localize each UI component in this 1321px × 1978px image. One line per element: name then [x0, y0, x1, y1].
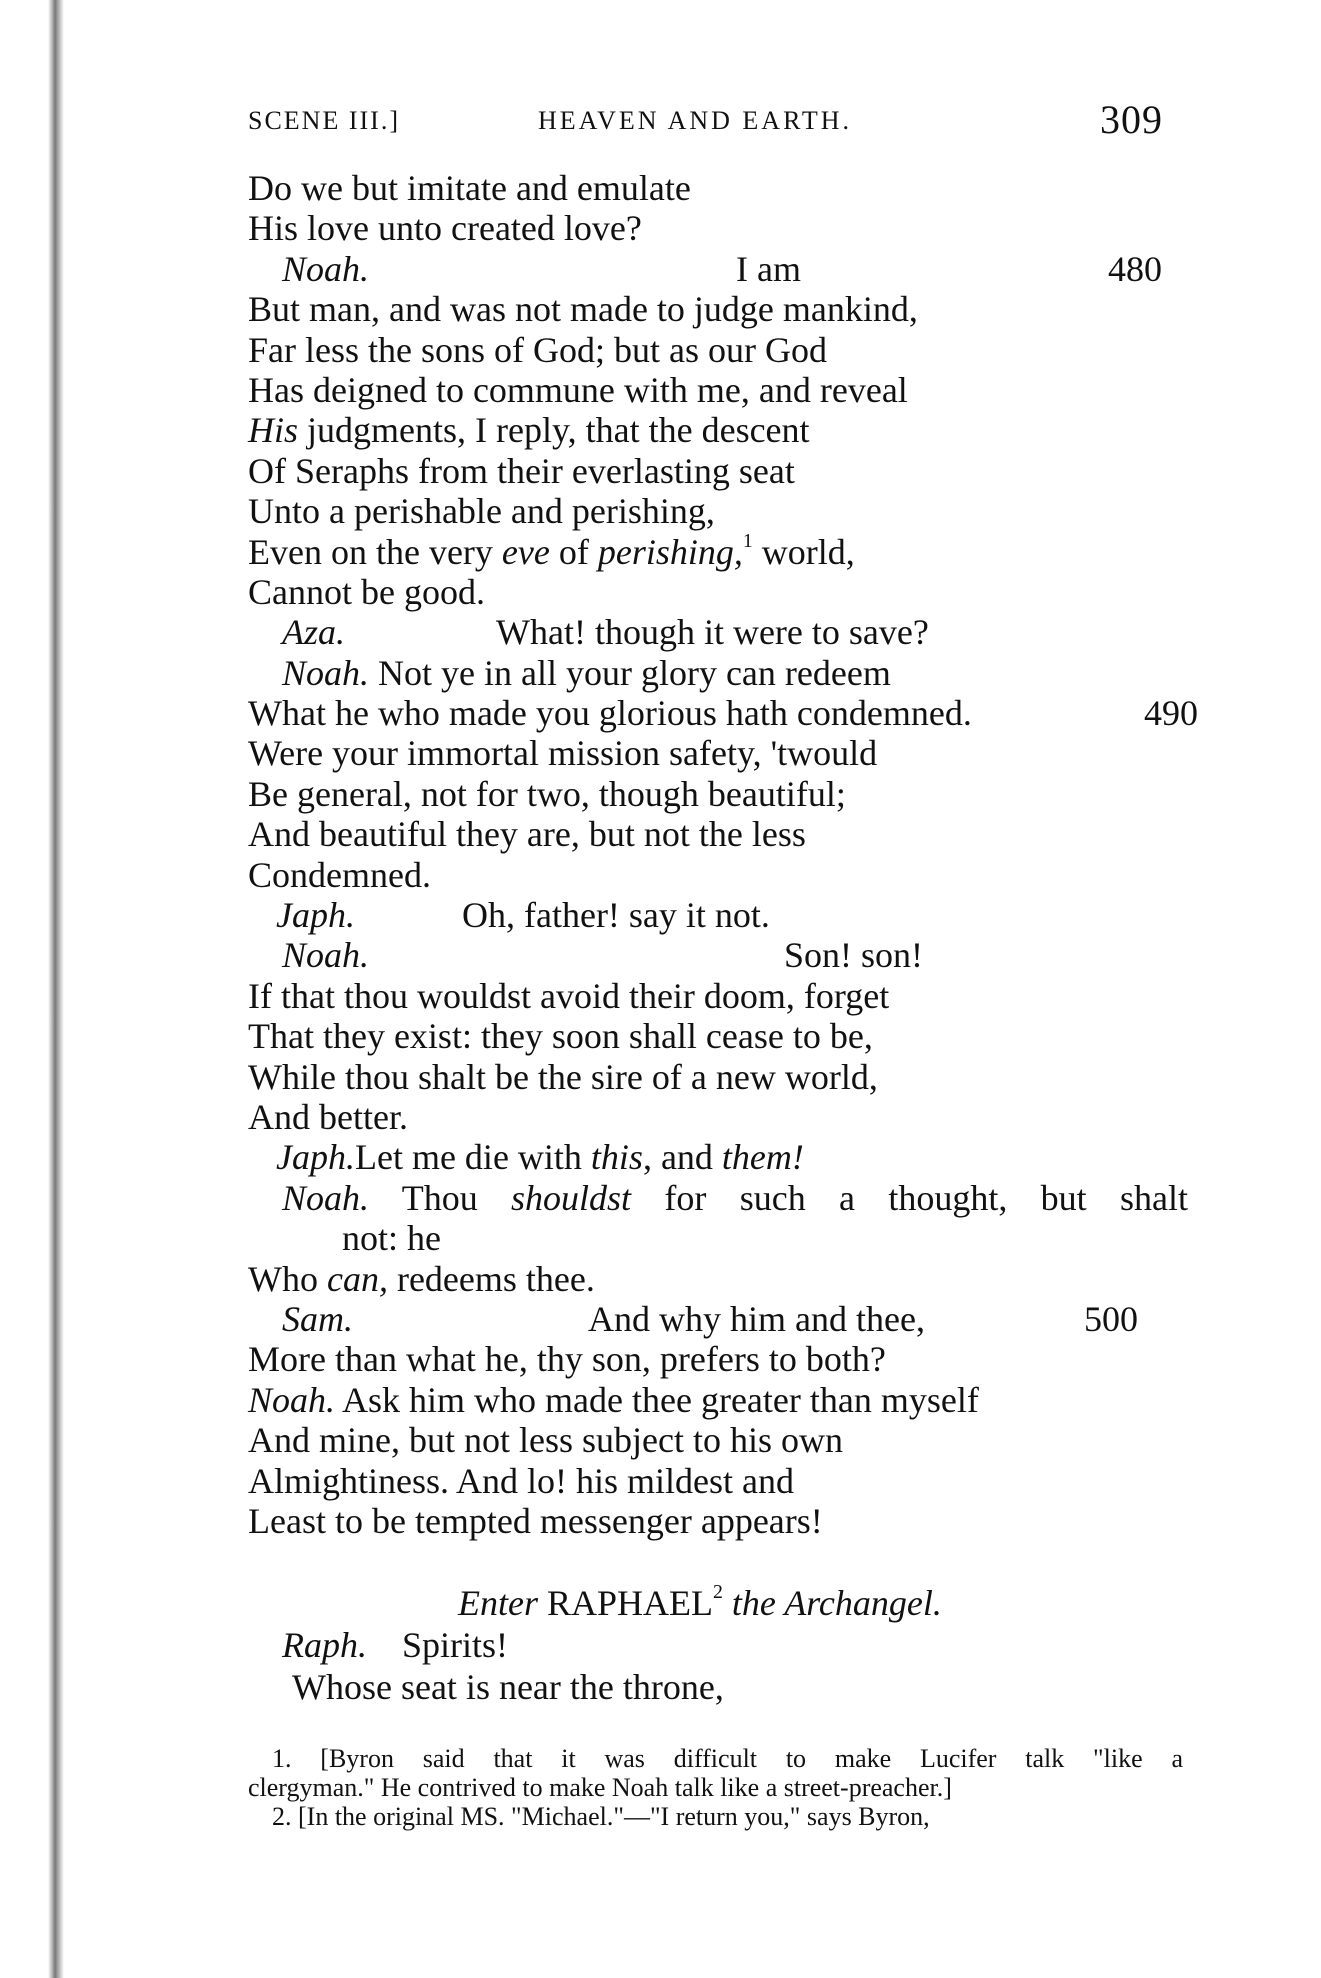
verse-line: [248, 1339, 1188, 1379]
verse-line: [248, 208, 1188, 248]
running-header: [248, 97, 1188, 142]
page-number: 309: [1100, 97, 1163, 142]
verse-body: [248, 168, 1198, 1541]
verse-text: And mine, but not less subject to his own: [248, 1420, 843, 1461]
verse-text: Unto a perishable and perishing,: [248, 491, 715, 532]
verse-line: [248, 410, 1188, 450]
verse-text: Who: [248, 1258, 327, 1299]
verse-text: What! though it were to save?: [496, 612, 929, 653]
italic-text: them!: [721, 1137, 804, 1178]
verse-line-text: [282, 1178, 1188, 1218]
italic-text: Noah.: [248, 1379, 336, 1420]
footnote-2-line-1: 2. [In the original MS. "Michael."—"I return you," says Byron,: [272, 1802, 930, 1831]
italic-text: His: [248, 410, 299, 451]
verse-line: [248, 814, 1188, 854]
speaker-name: Noah.: [282, 652, 370, 693]
verse-line: [248, 330, 1188, 370]
verse-text: Son! son!: [784, 935, 924, 976]
stage-direction: [458, 1582, 942, 1624]
stage-italic-text: the Archangel.: [722, 1583, 942, 1623]
verse-line: [282, 1624, 988, 1666]
verse-text: I am: [736, 248, 801, 289]
verse-line: [248, 370, 1188, 410]
verse-text: , and: [642, 1137, 722, 1178]
verse-text: Ask him who made thee greater than myself: [335, 1379, 979, 1420]
verse-line: [248, 289, 1188, 329]
verse-line: [248, 1299, 1188, 1339]
italic-text: perishing,: [597, 531, 743, 572]
verse-text: Even on the very: [248, 531, 502, 572]
verse-line-text: [276, 1137, 804, 1177]
verse-text: Spirits!: [402, 1625, 509, 1665]
verse-text: Not ye in all your glory can redeem: [369, 652, 891, 693]
footnote-1-line-2: clergyman." He contrived to make Noah talk like a street-preacher.]: [248, 1773, 952, 1802]
page-binding-edge: [0, 0, 70, 1978]
verse-text: If that thou wouldst avoid their doom, forget: [248, 975, 890, 1016]
verse-line: [248, 693, 1198, 734]
verse-line: [248, 1420, 1188, 1460]
verse-line: [248, 1137, 1188, 1177]
line-number: 500: [1084, 1298, 1138, 1339]
stage-character-name: RAPHAEL: [537, 1583, 713, 1623]
verse-text: Do we but imitate and emulate: [248, 168, 691, 208]
verse-line: [248, 895, 1188, 935]
speaker-name: Sam.: [282, 1298, 353, 1339]
verse-text: What he who made you glorious hath condemned.: [248, 693, 972, 734]
verse-line: [248, 1501, 1188, 1541]
verse-line: [248, 774, 1188, 814]
verse-text: Almightiness. And lo! his mildest and: [248, 1460, 794, 1501]
speaker-name: Raph.: [282, 1625, 367, 1665]
verse-line: [248, 935, 1188, 975]
verse-text: Let me die with: [354, 1137, 591, 1178]
verse-text: Of Seraphs from their everlasting seat: [248, 450, 795, 491]
verse-text: Were your immortal mission safety, 'twould: [248, 733, 878, 774]
verse-text: Least to be tempted messenger appears!: [248, 1500, 823, 1541]
speaker-name: Japh.: [276, 895, 355, 936]
scene-label: SCENE III.]: [248, 106, 400, 135]
verse-text: While thou shalt be the sire of a new world,: [248, 1056, 878, 1097]
verse-text: His love unto created love?: [248, 208, 642, 249]
verse-line: [288, 1666, 988, 1708]
verse-text: Thou: [369, 1177, 512, 1218]
verse-line: [248, 451, 1188, 491]
verse-text: world,: [752, 531, 855, 572]
verse-text: And beautiful they are, but not the less: [248, 814, 806, 855]
verse-text: judgments, I reply, that the descent: [298, 410, 810, 451]
verse-line: [248, 168, 1188, 208]
footnote-1-line-1: 1. [Byron said that it was difficult to make Lucifer talk "like a: [272, 1744, 1183, 1773]
verse-text: redeems thee.: [387, 1258, 595, 1299]
verse-line: [248, 1461, 1188, 1501]
verse-text: Oh, father! say it not.: [462, 895, 770, 936]
italic-text: can,: [326, 1258, 388, 1299]
verse-line: [248, 612, 1188, 652]
stage-italic-text: Enter: [458, 1583, 538, 1623]
verse-text: Has deigned to commune with me, and reveal: [248, 369, 908, 410]
speaker-name: Aza.: [282, 612, 345, 653]
verse-line: [248, 529, 1188, 572]
italic-text: this: [590, 1137, 643, 1178]
line-number: 480: [1108, 248, 1162, 289]
verse-line: [248, 249, 1188, 289]
verse-text: That they exist: they soon shall cease to be,: [248, 1016, 873, 1057]
verse-line: [248, 1057, 1188, 1097]
verse-text: 1: [742, 529, 753, 552]
italic-text: shouldst: [511, 1177, 632, 1218]
speaker-name: Noah.: [282, 1177, 370, 1218]
verse-line: [248, 653, 1188, 693]
italic-text: eve: [501, 531, 550, 572]
verse-text: More than what he, thy son, prefers to both?: [248, 1339, 886, 1380]
verse-line: [248, 1380, 1188, 1420]
verse-line: [248, 1097, 1188, 1137]
verse-line: [248, 976, 1188, 1016]
verse-text: Be general, not for two, though beautiful;: [248, 773, 846, 814]
speaker-name: Japh.: [276, 1137, 355, 1178]
verse-text: of: [549, 531, 598, 572]
verse-line: [248, 1259, 1188, 1299]
verse-text: for such a thought, but shalt: [631, 1177, 1188, 1218]
speaker-name: Noah.: [282, 248, 370, 289]
speaker-name: Noah.: [282, 935, 370, 976]
verse-text: And why him and thee,: [588, 1298, 925, 1339]
running-title: HEAVEN AND EARTH.: [538, 106, 853, 135]
verse-line: [248, 491, 1188, 531]
verse-line-text: [282, 653, 891, 693]
stage-character-name: 2: [713, 1581, 723, 1604]
footnotes: [248, 1744, 1183, 1831]
line-number: 490: [1144, 693, 1198, 734]
verse-line: [248, 572, 1188, 612]
verse-text: Cannot be good.: [248, 571, 485, 612]
verse-text: not: he: [342, 1218, 441, 1259]
verse-line: [248, 733, 1188, 773]
verse-text: But man, and was not made to judge mankind,: [248, 289, 918, 330]
verse-text: Whose seat is near the throne,: [292, 1667, 724, 1707]
verse-line: [248, 1178, 1188, 1218]
verse-text: And better.: [248, 1096, 408, 1137]
verse-line: [248, 855, 1188, 895]
verse-line: [248, 1218, 1188, 1258]
verse-text: Far less the sons of God; but as our God: [248, 329, 827, 370]
verse-text: Condemned.: [248, 854, 431, 895]
raphael-speech: [282, 1624, 988, 1708]
verse-line: [248, 1016, 1188, 1056]
